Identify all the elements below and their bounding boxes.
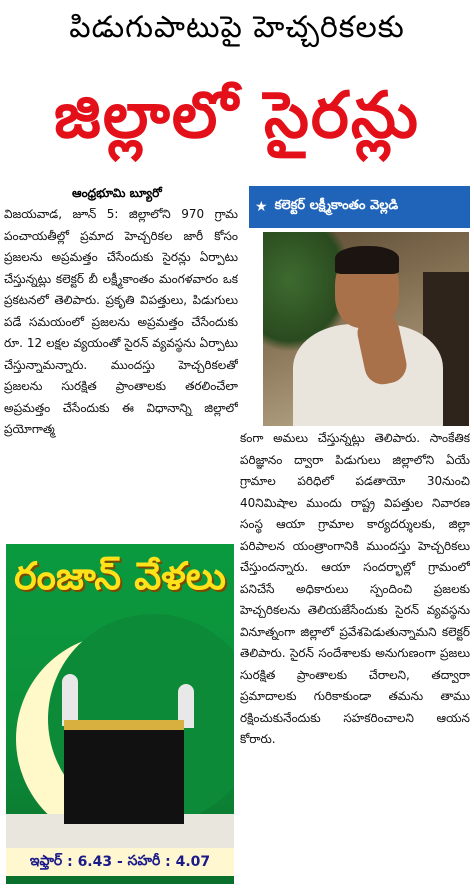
collector-photo — [263, 232, 469, 426]
article-body-left: విజయవాడ, జూన్ 5: జిల్లాలోని 970 గ్రామ పంచాయతీల్లో ప్రమాద హెచ్చరికల జారీ కోసం ప్రజలను అప్రమత్తం చేసేందుకు సైరన్లు ఏర్పాటు చేస్తున్నట్లు కలెక్టర్ బీ లక్ష్మీకాంతం మంగళవారం ఒక ప్రకటనలో తెలిపారు. ప్రకృతి విపత్తులు, పిడుగులు పడే సమయంలో ప్రజలను అప్రమత్తం చేసేందుకు రూ. 12 లక్షల వ్యయంతో సైరన్ వ్యవస్థను ఏర్పాటు చేస్తున్నామన్నారు. ముందస్తు హెచ్చరికలతో ప్రజలను సురక్షిత ప్రాంతాలకు తరలించేలా అప్రమత్తం చేసేందుకు ఈ విధానాన్ని జిల్లాలో ప్రయోగాత్మ — [4, 207, 238, 436]
minaret-icon — [62, 674, 78, 726]
ramzan-title: రంజాన్ వేళలు — [14, 554, 226, 598]
photo-caption-bar — [249, 186, 470, 228]
kicker-headline: పిడుగుపాటుపై హెచ్చరికలకు — [69, 10, 405, 45]
iftar-time: 6.43 — [77, 854, 113, 870]
article-body-right: కంగా అమలు చేస్తున్నట్లు తెలిపారు. సాంకేతిక పరిజ్ఞానం ద్వారా పిడుగులు జిల్లాలోని ఏయే గ్రామాల పరిధిలో పడతాయో 30నుంచి 40నిమిషాల ముందు రాష్ట్ర విపత్తుల నివారణ సంస్థ ఆయా గ్రామాల కార్యదర్శులకు, జిల్లా పరిపాలన యంత్రాంగానికి ముందస్తు హెచ్చరికలు చేస్తుందన్నారు. ఆయా సందర్భాల్లో గ్రామంలో పనిచేసే అధికారులు స్పందించి ప్రజలకు హెచ్చరికలను తెలియజేసేందుకు సైరన్ వ్యవస్థను వినూత్నంగా జిల్లాలో ప్రవేశపెడుతున్నామని కలెక్టర్ తెలిపారు. సైరన్ సందేశాలకు అనుగుణంగా ప్రజలు సురక్షిత ప్రాంతాలకు చేరాలని, తద్వారా ప్రమాదాలకు గురికాకుండా తమను తాము రక్షించుకునేందుకు సహకరించాలని ఆయన కోరారు. — [240, 431, 470, 746]
photo-caption: కలెక్టర్ లక్ష్మీకాంతం వెల్లడి — [274, 198, 399, 213]
ramzan-timings-box — [6, 544, 234, 884]
main-headline: జిల్లాలో సైరన్లు — [54, 78, 420, 153]
sahari-label: సహరీ — [127, 852, 161, 869]
byline: ఆంధ్రభూమి బ్యూరో — [72, 186, 162, 200]
sahari-time: 4.07 — [175, 854, 211, 870]
ramzan-timings: ఇఫ్తార్ : 6.43 - సహరీ : 4.07 — [6, 848, 234, 876]
kaaba-icon — [64, 720, 184, 824]
iftar-label: ఇఫ్తార్ — [29, 852, 63, 869]
star-icon: ★ — [255, 199, 268, 215]
photo-hair — [335, 246, 399, 274]
